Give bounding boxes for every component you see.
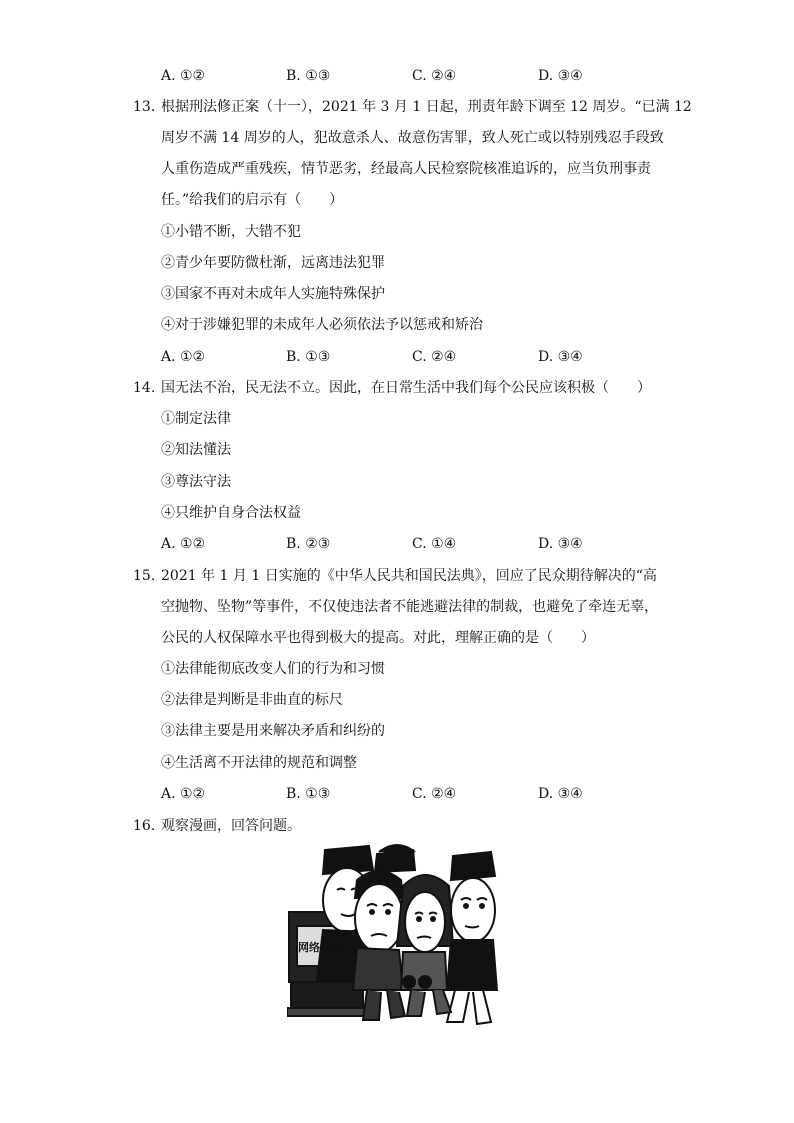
q15-stem-line-2: 空抛物、坠物”等事件，不仅使违法者不能逃避法律的制裁，也避免了牵连无辜， bbox=[161, 599, 659, 615]
q14-item-2: ②知法懂法 bbox=[161, 442, 231, 458]
q12-option-a: A. ①② bbox=[161, 68, 206, 84]
q13-option-a: A. ①② bbox=[161, 349, 206, 365]
q12-option-b: B. ①③ bbox=[286, 68, 331, 84]
q15-option-b: B. ①③ bbox=[286, 786, 331, 802]
q13-number: 13. bbox=[133, 99, 156, 115]
q15-item-1: ①法律能彻底改变人们的行为和习惯 bbox=[161, 661, 385, 677]
q15-stem-line-3: 公民的人权保障水平也得到极大的提高。对此，理解正确的是（ ） bbox=[161, 630, 595, 646]
q14-number: 14. bbox=[133, 380, 156, 396]
q14-item-4: ④只维护自身合法权益 bbox=[161, 505, 301, 521]
q16-number: 16. bbox=[133, 818, 156, 834]
suspect-left bbox=[353, 871, 403, 990]
q15-item-4: ④生活离不开法律的规范和调整 bbox=[161, 755, 357, 771]
comic-screen-text: 网络诈骗 bbox=[298, 941, 342, 954]
q13-option-b: B. ①③ bbox=[286, 349, 331, 365]
q15-item-2: ②法律是判断是非曲直的标尺 bbox=[161, 692, 343, 708]
q13-item-2: ②青少年要防微杜渐，远离违法犯罪 bbox=[161, 255, 385, 271]
police-officer-middle bbox=[375, 845, 415, 872]
q14-option-b: B. ②③ bbox=[286, 536, 331, 552]
q14-stem-line-1: 国无法不治，民无法不立。因此，在日常生活中我们每个公民应该积极（ ） bbox=[161, 380, 651, 396]
q14-item-1: ①制定法律 bbox=[161, 411, 231, 427]
q13-stem-line-4: 任。”给我们的启示有（ ） bbox=[161, 192, 344, 208]
q13-option-c: C. ②④ bbox=[412, 349, 457, 365]
suspect-middle bbox=[397, 875, 453, 990]
q12-option-c: C. ②④ bbox=[412, 68, 457, 84]
q14-option-c: C. ①④ bbox=[412, 536, 457, 552]
q14-option-d: D. ③④ bbox=[538, 536, 583, 552]
q13-stem-line-3: 人重伤造成严重残疾，情节恶劣，经最高人民检察院核准追诉的，应当负刑事责 bbox=[161, 161, 651, 177]
q12-option-d: D. ③④ bbox=[538, 68, 583, 84]
q13-stem-line-2: 周岁不满 14 周岁的人，犯故意杀人、故意伤害罪，致人死亡或以特别残忍手段致 bbox=[161, 130, 664, 146]
q15-number: 15. bbox=[133, 568, 156, 584]
q13-item-3: ③国家不再对未成年人实施特殊保护 bbox=[161, 286, 385, 302]
q13-item-4: ④对于涉嫌犯罪的未成年人必须依法予以惩戒和矫治 bbox=[161, 317, 483, 333]
q13-item-1: ①小错不断，大错不犯 bbox=[161, 224, 301, 240]
q13-option-d: D. ③④ bbox=[538, 349, 583, 365]
q15-option-c: C. ②④ bbox=[412, 786, 457, 802]
q15-item-3: ③法律主要是用来解决矛盾和纠纷的 bbox=[161, 723, 385, 739]
q15-option-a: A. ①② bbox=[161, 786, 206, 802]
q15-stem-line-1: 2021 年 1 月 1 日实施的《中华人民共和国民法典》，回应了民众期待解决的“高 bbox=[161, 568, 657, 584]
q16-stem-line-1: 观察漫画，回答问题。 bbox=[161, 818, 301, 834]
q14-item-3: ③尊法守法 bbox=[161, 474, 231, 490]
police-officer-right bbox=[447, 852, 497, 1024]
q14-option-a: A. ①② bbox=[161, 536, 206, 552]
comic-illustration bbox=[287, 840, 501, 1030]
q13-stem-line-1: 根据刑法修正案（十一），2021 年 3 月 1 日起，刑责年龄下调至 12 周岁。“已满 12 bbox=[161, 99, 692, 115]
q15-option-d: D. ③④ bbox=[538, 786, 583, 802]
